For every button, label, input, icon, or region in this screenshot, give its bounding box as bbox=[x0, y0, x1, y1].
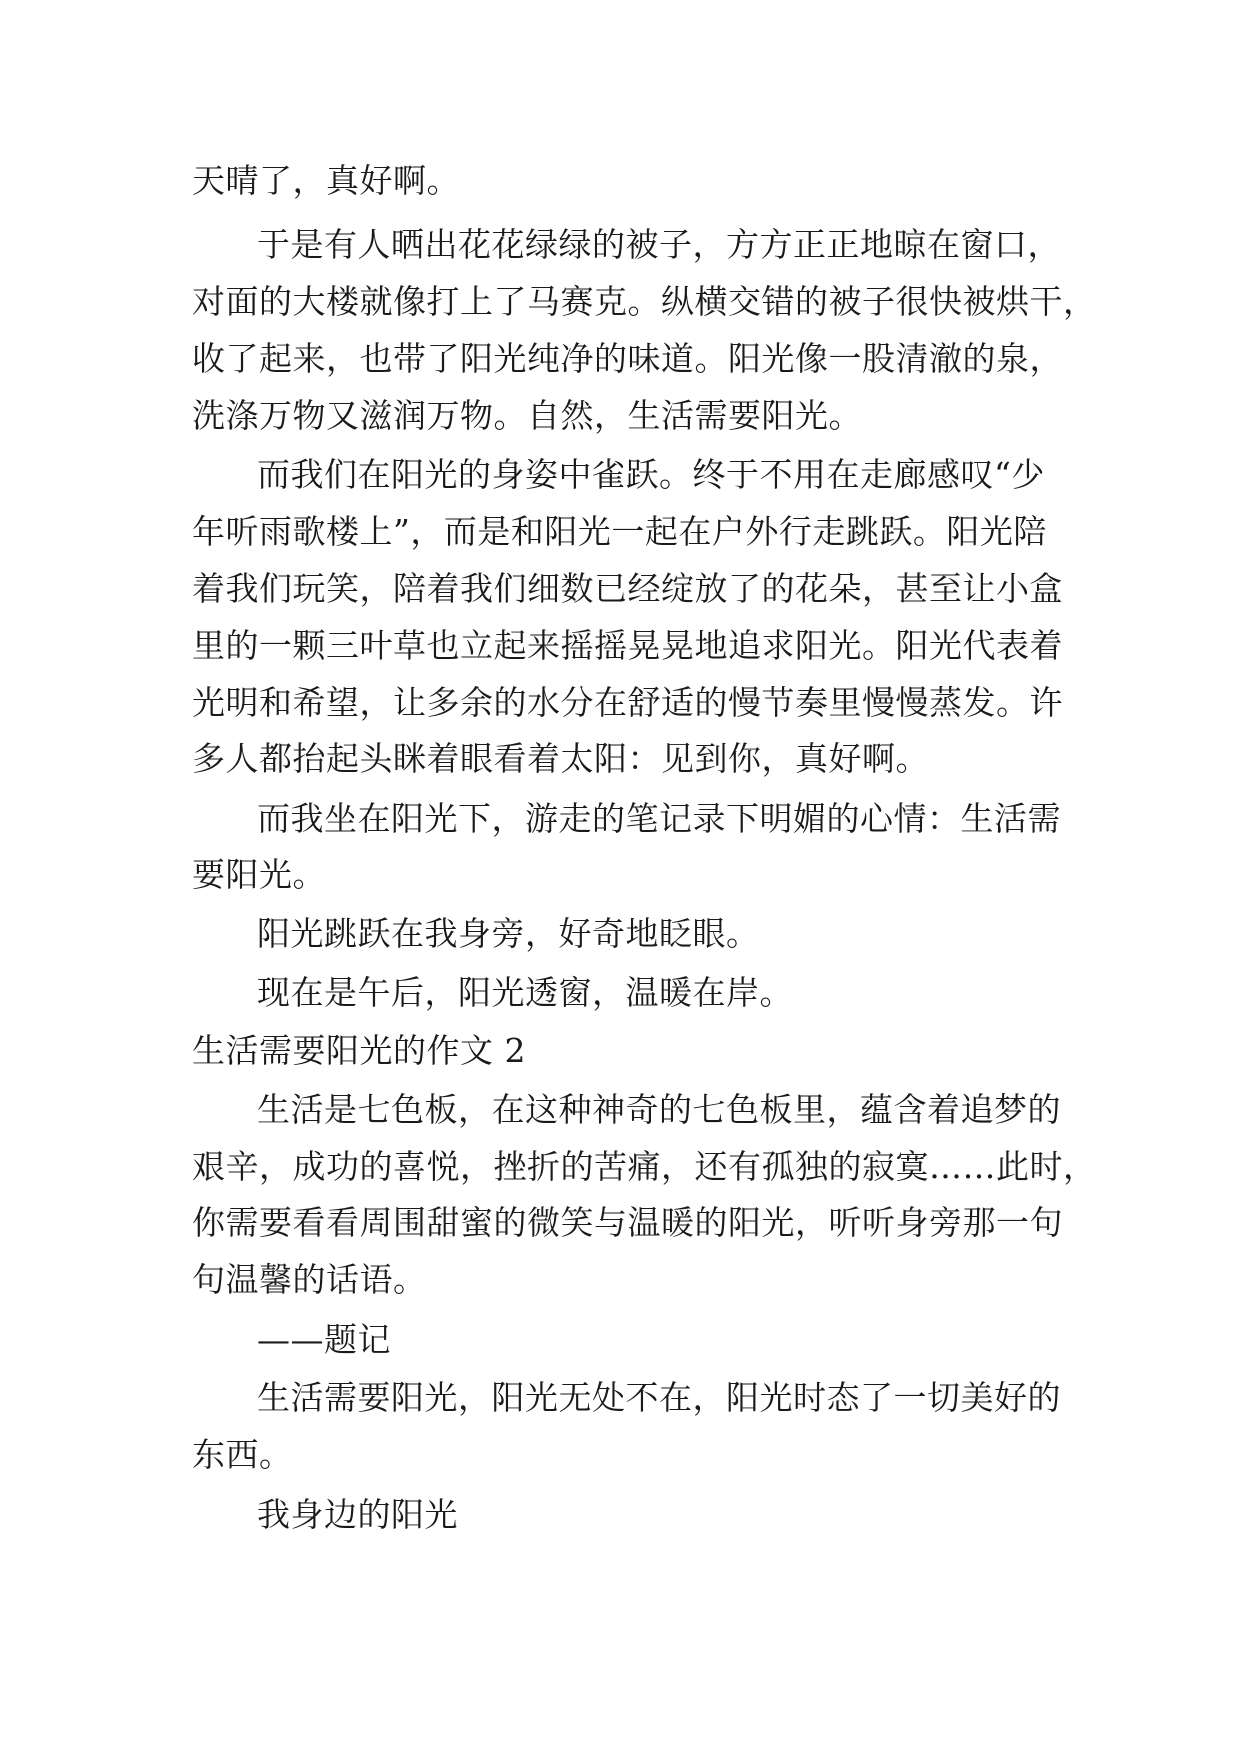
paragraph-line: 而我们在阳光的身姿中雀跃。终于不用在走廊感叹“少 bbox=[257, 455, 1045, 494]
paragraph-line: 多人都抬起头眯着眼看着太阳：见到你，真好啊。 bbox=[192, 739, 929, 778]
paragraph-line: 光明和希望，让多余的水分在舒适的慢节奏里慢慢蒸发。许 bbox=[192, 683, 1063, 722]
section-heading: 生活需要阳光的作文 2 bbox=[192, 1031, 526, 1070]
paragraph-line: 阳光跳跃在我身旁，好奇地眨眼。 bbox=[257, 914, 760, 953]
epigraph-note: ——题记 bbox=[257, 1320, 391, 1359]
paragraph-line: 天晴了，真好啊。 bbox=[192, 161, 460, 200]
paragraph-line: 里的一颗三叶草也立起来摇摇晃晃地追求阳光。阳光代表着 bbox=[192, 626, 1063, 665]
paragraph-line: 收了起来，也带了阳光纯净的味道。阳光像一股清澈的泉， bbox=[192, 339, 1063, 378]
paragraph-line: 而我坐在阳光下，游走的笔记录下明媚的心情：生活需 bbox=[257, 799, 1061, 838]
paragraph-line: 年听雨歌楼上”，而是和阳光一起在户外行走跳跃。阳光陪 bbox=[192, 512, 1047, 551]
paragraph-line: 对面的大楼就像打上了马赛克。纵横交错的被子很快被烘干， bbox=[192, 282, 1097, 321]
paragraph-line: 艰辛，成功的喜悦，挫折的苦痛，还有孤独的寂寞……此时， bbox=[192, 1147, 1097, 1186]
paragraph-line: 你需要看看周围甜蜜的微笑与温暖的阳光，听听身旁那一句 bbox=[192, 1203, 1063, 1242]
paragraph-line: 要阳光。 bbox=[192, 855, 326, 894]
paragraph-line: 于是有人晒出花花绿绿的被子，方方正正地晾在窗口， bbox=[257, 225, 1061, 264]
paragraph-line: 洗涤万物又滋润万物。自然，生活需要阳光。 bbox=[192, 396, 862, 435]
paragraph-line: 着我们玩笑，陪着我们细数已经绽放了的花朵，甚至让小盒 bbox=[192, 569, 1063, 608]
paragraph-line: 生活是七色板，在这种神奇的七色板里，蕴含着追梦的 bbox=[257, 1090, 1061, 1129]
paragraph-line: 东西。 bbox=[192, 1435, 293, 1474]
paragraph-line: 生活需要阳光，阳光无处不在，阳光时态了一切美好的 bbox=[257, 1378, 1061, 1417]
paragraph-line: 句温馨的话语。 bbox=[192, 1260, 427, 1299]
paragraph-line: 现在是午后，阳光透窗，温暖在岸。 bbox=[257, 973, 793, 1012]
paragraph-line: 我身边的阳光 bbox=[257, 1495, 458, 1534]
